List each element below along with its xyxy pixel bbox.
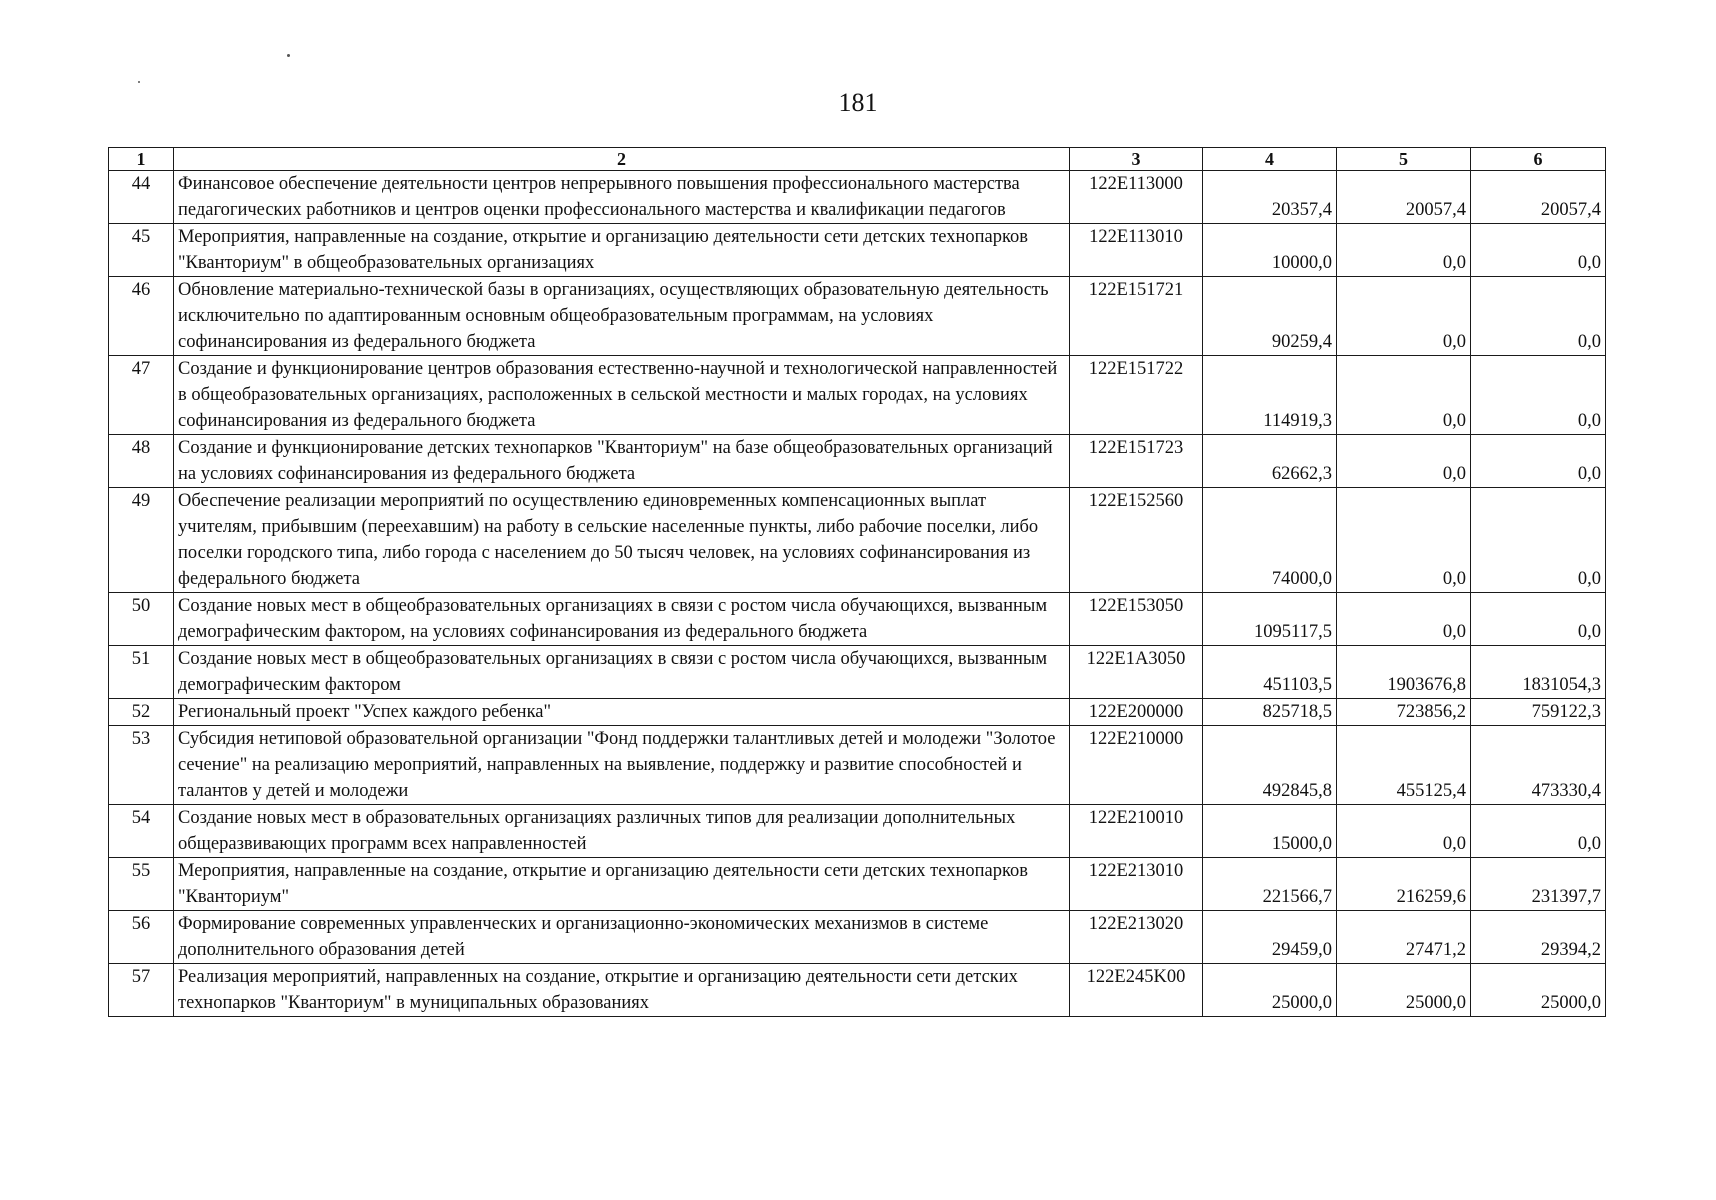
value-col-4: 20357,4 <box>1203 171 1337 224</box>
value-col-4: 62662,3 <box>1203 435 1337 488</box>
row-code: 122E113010 <box>1070 224 1203 277</box>
table-row <box>109 726 1606 805</box>
value-col-4: 492845,8 <box>1203 726 1337 805</box>
row-number: 56 <box>109 911 174 964</box>
table-row <box>109 277 1606 356</box>
row-name: Региональный проект "Успех каждого ребенка" <box>174 699 1070 726</box>
row-name: Создание новых мест в образовательных организациях различных типов для реализации дополнительных общеразвивающих программ всех направленностей <box>174 805 1070 858</box>
value-col-5: 0,0 <box>1337 593 1471 646</box>
row-name: Обеспечение реализации мероприятий по осуществлению единовременных компенсационных выплат учителям, прибывшим (переехавшим) на работу в сельские населенные пункты, либо рабочие поселки, либо поселки городского типа, либо города с населением до 50 тысяч человек, на условиях софинансирования из федерального бюджета <box>174 488 1070 593</box>
column-header: 1 <box>109 148 174 171</box>
value-col-6: 0,0 <box>1471 593 1606 646</box>
row-name: Создание новых мест в общеобразовательных организациях в связи с ростом числа обучающихся, вызванным демографическим фактором, на условиях софинансирования из федерального бюджета <box>174 593 1070 646</box>
row-name: Обновление материально-технической базы в организациях, осуществляющих образовательную деятельность исключительно по адаптированным основным общеобразовательным программам, на условиях софинансирования из федерального бюджета <box>174 277 1070 356</box>
value-col-4: 29459,0 <box>1203 911 1337 964</box>
value-col-4: 10000,0 <box>1203 224 1337 277</box>
row-number: 50 <box>109 593 174 646</box>
table-row <box>109 858 1606 911</box>
table-row <box>109 224 1606 277</box>
table-row <box>109 488 1606 593</box>
value-col-6: 759122,3 <box>1471 699 1606 726</box>
table-row <box>109 646 1606 699</box>
header-row <box>109 148 1606 171</box>
row-code: 122E151723 <box>1070 435 1203 488</box>
column-header: 2 <box>174 148 1070 171</box>
value-col-6: 231397,7 <box>1471 858 1606 911</box>
row-code: 122E113000 <box>1070 171 1203 224</box>
row-code: 122E1A3050 <box>1070 646 1203 699</box>
value-col-4: 1095117,5 <box>1203 593 1337 646</box>
value-col-6: 0,0 <box>1471 356 1606 435</box>
value-col-5: 0,0 <box>1337 805 1471 858</box>
value-col-5: 1903676,8 <box>1337 646 1471 699</box>
row-number: 47 <box>109 356 174 435</box>
value-col-5: 25000,0 <box>1337 964 1471 1017</box>
value-col-6: 20057,4 <box>1471 171 1606 224</box>
value-col-5: 0,0 <box>1337 277 1471 356</box>
row-name: Финансовое обеспечение деятельности центров непрерывного повышения профессионального мастерства педагогических работников и центров оценки профессионального мастерства и квалификации педагогов <box>174 171 1070 224</box>
row-number: 46 <box>109 277 174 356</box>
table-row <box>109 435 1606 488</box>
row-number: 45 <box>109 224 174 277</box>
value-col-6: 0,0 <box>1471 805 1606 858</box>
value-col-6: 0,0 <box>1471 488 1606 593</box>
row-code: 122E151721 <box>1070 277 1203 356</box>
value-col-5: 0,0 <box>1337 488 1471 593</box>
value-col-4: 825718,5 <box>1203 699 1337 726</box>
value-col-5: 455125,4 <box>1337 726 1471 805</box>
row-number: 51 <box>109 646 174 699</box>
value-col-4: 451103,5 <box>1203 646 1337 699</box>
table-row <box>109 964 1606 1017</box>
value-col-5: 20057,4 <box>1337 171 1471 224</box>
row-number: 55 <box>109 858 174 911</box>
value-col-5: 723856,2 <box>1337 699 1471 726</box>
value-col-4: 90259,4 <box>1203 277 1337 356</box>
value-col-6: 0,0 <box>1471 277 1606 356</box>
row-number: 44 <box>109 171 174 224</box>
value-col-6: 0,0 <box>1471 224 1606 277</box>
row-name: Создание и функционирование центров образования естественно-научной и технологической направленностей в общеобразовательных организациях, расположенных в сельской местности и малых городах, на условиях софинансирования из федерального бюджета <box>174 356 1070 435</box>
budget-table <box>108 147 1606 1017</box>
value-col-4: 221566,7 <box>1203 858 1337 911</box>
table-row <box>109 171 1606 224</box>
table-row <box>109 805 1606 858</box>
row-name: Реализация мероприятий, направленных на создание, открытие и организацию деятельности сети детских технопарков "Кванториум" в муниципальных образованиях <box>174 964 1070 1017</box>
column-header: 3 <box>1070 148 1203 171</box>
row-code: 122E213020 <box>1070 911 1203 964</box>
value-col-4: 25000,0 <box>1203 964 1337 1017</box>
scan-speck <box>287 54 290 57</box>
row-number: 52 <box>109 699 174 726</box>
column-header: 6 <box>1471 148 1606 171</box>
value-col-4: 15000,0 <box>1203 805 1337 858</box>
table-row <box>109 911 1606 964</box>
table-row <box>109 699 1606 726</box>
row-code: 122E151722 <box>1070 356 1203 435</box>
value-col-6: 25000,0 <box>1471 964 1606 1017</box>
row-name: Формирование современных управленческих и организационно-экономических механизмов в системе дополнительного образования детей <box>174 911 1070 964</box>
row-name: Создание и функционирование детских технопарков "Кванториум" на базе общеобразовательных организаций на условиях софинансирования из федерального бюджета <box>174 435 1070 488</box>
column-header: 5 <box>1337 148 1471 171</box>
value-col-4: 114919,3 <box>1203 356 1337 435</box>
row-name: Создание новых мест в общеобразовательных организациях в связи с ростом числа обучающихся, вызванным демографическим фактором <box>174 646 1070 699</box>
row-number: 53 <box>109 726 174 805</box>
value-col-5: 0,0 <box>1337 435 1471 488</box>
row-code: 122E152560 <box>1070 488 1203 593</box>
row-name: Мероприятия, направленные на создание, открытие и организацию деятельности сети детских технопарков "Кванториум" <box>174 858 1070 911</box>
row-name: Субсидия нетиповой образовательной организации "Фонд поддержки талантливых детей и молодежи "Золотое сечение" на реализацию мероприятий, направленных на выявление, поддержку и развитие способностей и талантов у детей и молодежи <box>174 726 1070 805</box>
column-header: 4 <box>1203 148 1337 171</box>
value-col-6: 1831054,3 <box>1471 646 1606 699</box>
row-code: 122E245K00 <box>1070 964 1203 1017</box>
scan-speck <box>138 81 140 83</box>
row-code: 122E210000 <box>1070 726 1203 805</box>
row-number: 49 <box>109 488 174 593</box>
value-col-5: 216259,6 <box>1337 858 1471 911</box>
value-col-5: 27471,2 <box>1337 911 1471 964</box>
row-number: 48 <box>109 435 174 488</box>
row-code: 122E210010 <box>1070 805 1203 858</box>
row-code: 122E153050 <box>1070 593 1203 646</box>
value-col-4: 74000,0 <box>1203 488 1337 593</box>
row-number: 54 <box>109 805 174 858</box>
table-row <box>109 593 1606 646</box>
table-row <box>109 356 1606 435</box>
row-code: 122E213010 <box>1070 858 1203 911</box>
row-name: Мероприятия, направленные на создание, открытие и организацию деятельности сети детских технопарков "Кванториум" в общеобразовательных организациях <box>174 224 1070 277</box>
value-col-6: 473330,4 <box>1471 726 1606 805</box>
row-number: 57 <box>109 964 174 1017</box>
value-col-5: 0,0 <box>1337 224 1471 277</box>
value-col-5: 0,0 <box>1337 356 1471 435</box>
value-col-6: 29394,2 <box>1471 911 1606 964</box>
value-col-6: 0,0 <box>1471 435 1606 488</box>
row-code: 122E200000 <box>1070 699 1203 726</box>
page-number: 181 <box>838 88 878 117</box>
